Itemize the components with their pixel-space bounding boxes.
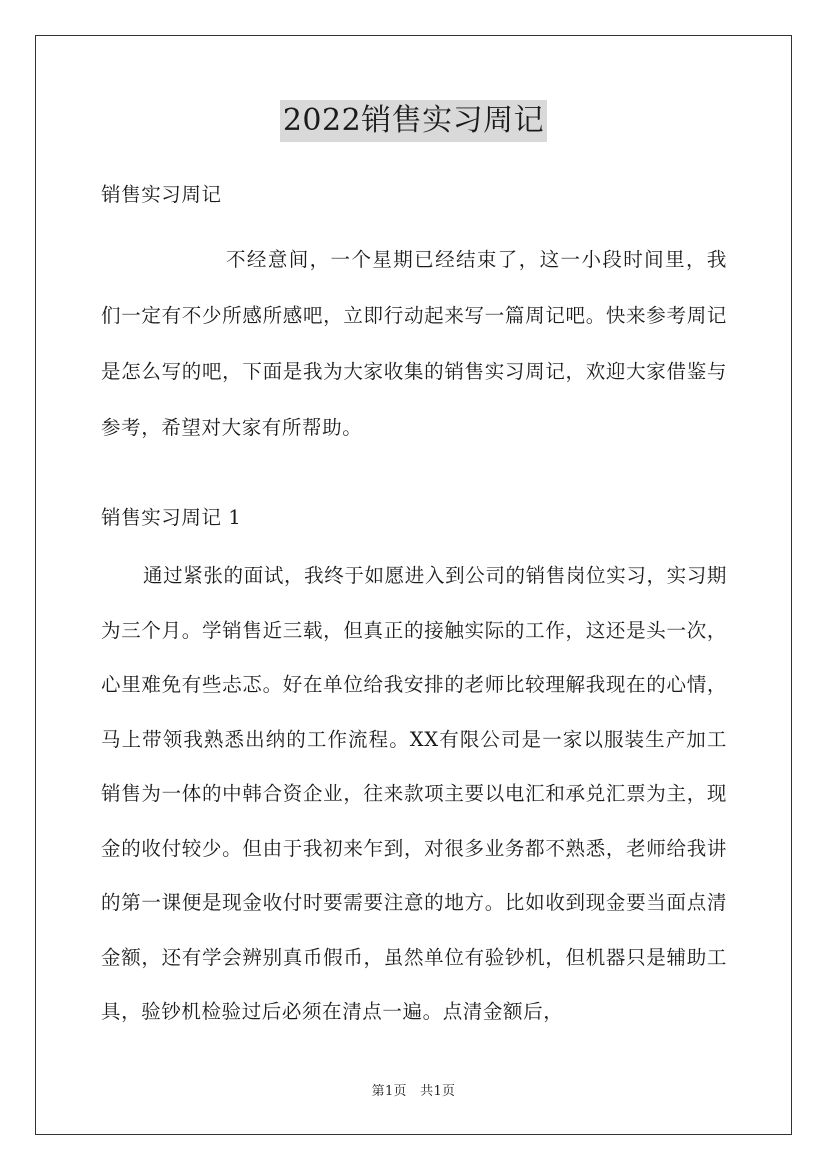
section-paragraph: 通过紧张的面试，我终于如愿进入到公司的销售岗位实习，实习期为三个月。学销售近三载，但真正的接触实际的工作，这还是头一次，心里难免有些忐忑。好在单位给我安排的老师比较理解我现在的心情，马上带领我熟悉出纳的工作流程。XX有限公司是一家以服装生产加工销售为一体的中韩合资企业，往来款项主要以电汇和承兑汇票为主，现金的收付较少。但由于我初来乍到，对很多业务都不熟悉，老师给我讲的第一课便是现金收付时要需要注意的地方。比如收到现金要当面点清金额，还有学会辨别真币假币，虽然单位有验钞机，但机器只是辅助工具，验钞机检验过后必须在清点一遍。点清金额后， — [101, 564, 727, 1023]
intro-paragraph: 不经意间，一个星期已经结束了，这一小段时间里，我们一定有不少所感所感吧，立即行动起来写一篇周记吧。快来参考周记是怎么写的吧，下面是我为大家收集的销售实习周记，欢迎大家借鉴与参考，希望对大家有所帮助。 — [101, 248, 727, 439]
section-heading: 销售实习周记 1 — [101, 506, 242, 529]
page-footer: 第1页 共1页 — [371, 1084, 456, 1099]
document-title — [0, 100, 827, 142]
document-subtitle: 销售实习周记 — [101, 183, 222, 206]
document-title-text: 2022销售实习周记 — [280, 100, 547, 142]
